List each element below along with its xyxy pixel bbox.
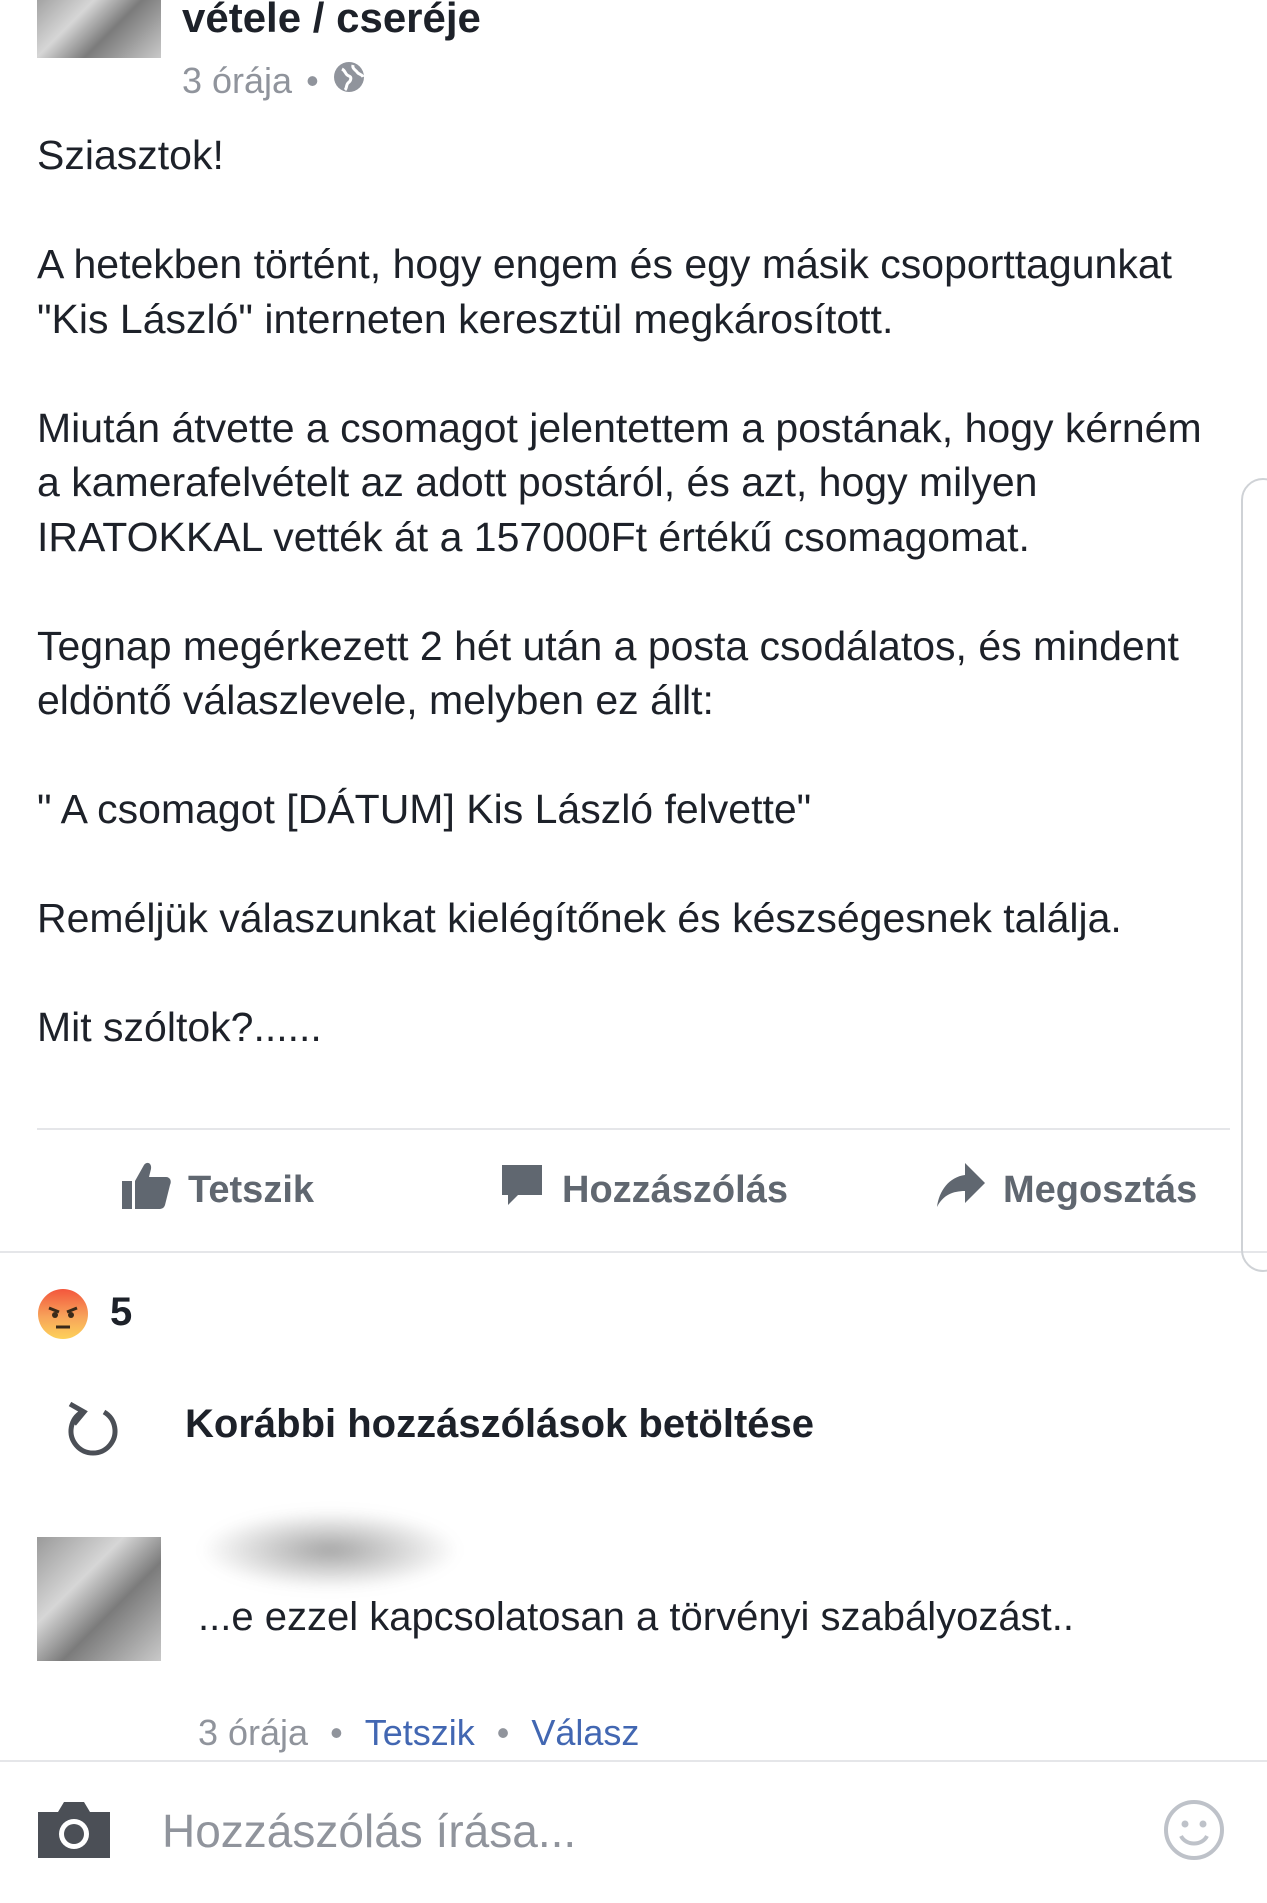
screen-edge-curve: [1241, 478, 1267, 1272]
post-paragraph: Miután átvette a csomagot jelentettem a postának, hogy kérném a kamerafelvételt az adott postáról, és azt, hogy milyen IRATOKKAL vették át a 157000Ft értékű csomagomat.: [37, 404, 1202, 560]
comment-label: Hozzászólás: [562, 1168, 788, 1211]
action-divider: [0, 1251, 1267, 1253]
comment-meta: [198, 1712, 639, 1754]
post-time[interactable]: 3 órája: [182, 60, 293, 101]
thumbs-up-icon: [120, 1159, 172, 1221]
comment-icon: [498, 1161, 546, 1219]
blurred-commenter-name: [200, 1510, 460, 1590]
post-body: [37, 128, 1227, 1109]
share-button[interactable]: [935, 1160, 1197, 1220]
globe-icon: [333, 60, 365, 102]
meta-separator: •: [496, 1712, 510, 1753]
comment-text: ...e ezzel kapcsolatosan a törvényi szabályozást..: [198, 1595, 1075, 1639]
comment-like-link[interactable]: Tetszik: [364, 1712, 475, 1753]
post-divider: [37, 1128, 1230, 1130]
comment-input[interactable]: [160, 1795, 1104, 1867]
post-meta: [182, 60, 365, 102]
reaction-count[interactable]: 5: [110, 1290, 133, 1334]
like-button[interactable]: [120, 1160, 314, 1220]
post-paragraph: " A csomagot [DÁTUM] Kis László felvette": [37, 786, 812, 832]
post-paragraph: Tegnap megérkezett 2 hét után a posta csodálatos, és mindent eldöntő válaszlevele, melyben ez állt:: [37, 622, 1179, 723]
post-paragraph: Reméljük válaszunkat kielégítőnek és készségesnek találja.: [37, 895, 1122, 941]
share-label: Megosztás: [1003, 1168, 1198, 1211]
meta-separator: •: [330, 1712, 343, 1753]
post-paragraph: Sziasztok!: [37, 132, 224, 178]
author-avatar[interactable]: [37, 0, 161, 58]
like-label: Tetszik: [188, 1168, 315, 1211]
post-title[interactable]: vétele / cseréje: [182, 0, 481, 41]
post-paragraph: A hetekben történt, hogy engem és egy másik csoporttagunkat "Kis László" interneten keresztül megkárosított.: [37, 241, 1173, 342]
post-paragraph: Mit szóltok?......: [37, 1004, 322, 1050]
camera-icon[interactable]: [34, 1798, 114, 1867]
share-arrow-icon: [935, 1161, 987, 1219]
commenter-avatar[interactable]: [37, 1537, 161, 1661]
smiley-icon[interactable]: [1162, 1798, 1226, 1867]
comment-time: 3 órája: [198, 1712, 309, 1753]
comment-button[interactable]: [498, 1160, 788, 1220]
load-more-label[interactable]: Korábbi hozzászólások betöltése: [185, 1402, 815, 1446]
refresh-icon: [60, 1398, 124, 1467]
angry-emoji-icon[interactable]: [37, 1288, 89, 1345]
composer-divider: [0, 1760, 1267, 1762]
meta-separator: •: [306, 60, 319, 101]
comment-reply-link[interactable]: Válasz: [531, 1712, 640, 1753]
